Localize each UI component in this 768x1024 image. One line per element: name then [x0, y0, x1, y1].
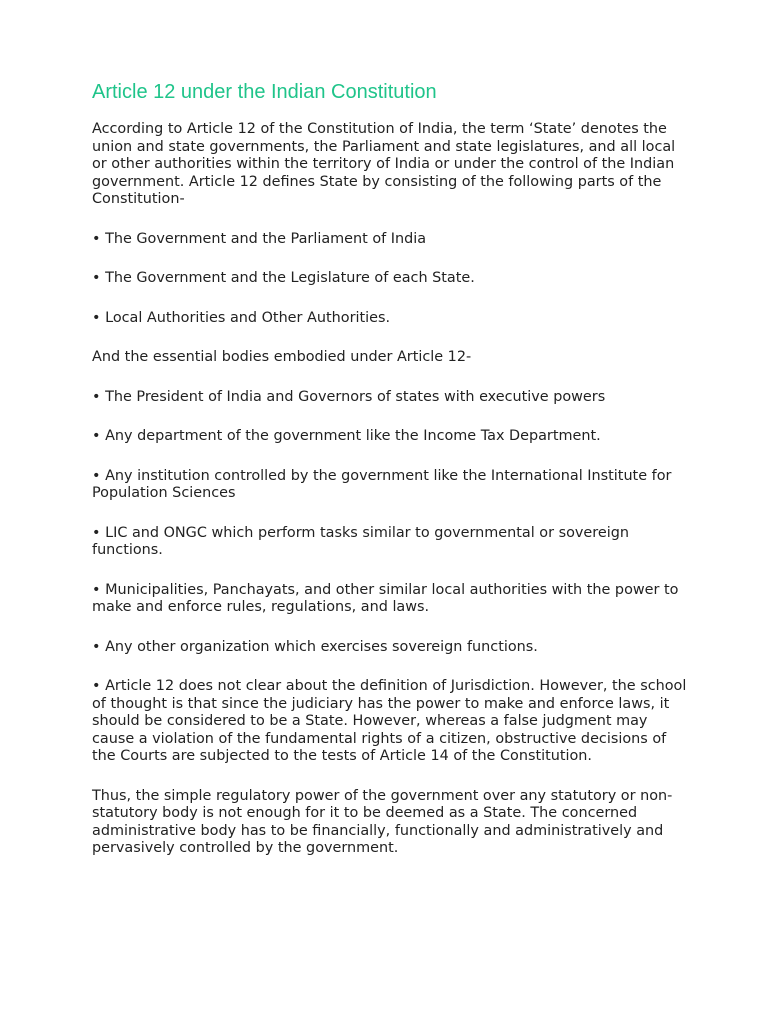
list-item-body-7: • Article 12 does not clear about the definition of Jurisdiction. However, the school of thought is that since the judiciary has the power to make and enforce laws, it should be considered to be a State. However, whereas a false judgment may cause a violation of the fundamental rights of a citizen, obstructive decisions of the Courts are subjected to the tests of Article 14 of the Constitution. [92, 678, 687, 764]
list-item-body-5: • Municipalities, Panchayats, and other similar local authorities with the power to make and enforce rules, regulations, and laws. [92, 581, 679, 615]
list-item-body-1: • The President of India and Governors of states with executive powers [92, 388, 606, 405]
conclusion-paragraph: Thus, the simple regulatory power of the government over any statutory or non-statutory body is not enough for it to be deemed as a State. The concerned administrative body has to be financially, functionally and administratively and pervasively controlled by the government. [92, 787, 673, 856]
page-title: Article 12 under the Indian Constitution [92, 81, 437, 103]
document-page [92, 80, 692, 858]
list-item-part-1: • The Government and the Parliament of India [92, 230, 427, 247]
list-item-body-4: • LIC and ONGC which perform tasks similar to governmental or sovereign functions. [92, 524, 629, 558]
list-item-part-3: • Local Authorities and Other Authorities. [92, 309, 391, 326]
bodies-intro-paragraph: And the essential bodies embodied under Article 12- [92, 349, 472, 365]
list-item-part-2: • The Government and the Legislature of each State. [92, 270, 475, 286]
list-item-body-3: • Any institution controlled by the government like the International Institute for Population Sciences [92, 467, 672, 501]
list-item-body-6: • Any other organization which exercises sovereign functions. [92, 638, 538, 655]
list-item-body-2: • Any department of the government like the Income Tax Department. [92, 428, 601, 444]
intro-paragraph: According to Article 12 of the Constitution of India, the term ‘State’ denotes the union and state governments, the Parliament and state legislatures, and all local or other authorities within the territory of India or under the control of the Indian government. Article 12 defines State by consisting of the following parts of the Constitution- [92, 121, 676, 207]
